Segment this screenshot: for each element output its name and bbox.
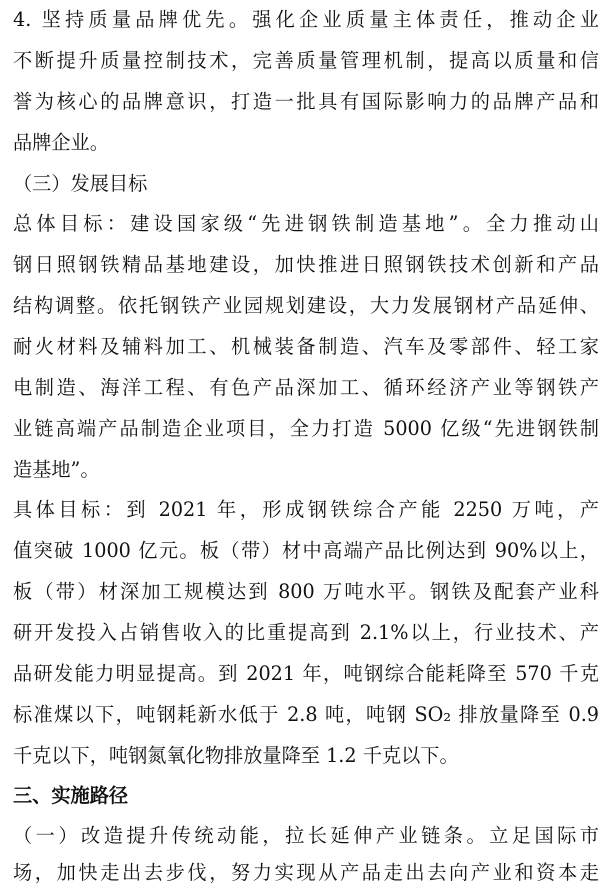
text-line: 4. 坚持质量品牌优先。强化企业质量主体责任，推动企业 xyxy=(13,8,599,31)
text-line: 研开发投入占销售收入的比重提高到 2.1%以上，行业技术、产 xyxy=(13,621,599,644)
section-heading: 三、实施路径 xyxy=(13,784,129,807)
text-line: 场，加快走出去步伐，努力实现从产品走出去向产业和资本走 xyxy=(13,861,599,884)
text-line: 具体目标：到 2021 年，形成钢铁综合产能 2250 万吨，产 xyxy=(13,498,599,521)
text-line: 电制造、海洋工程、有色产品深加工、循环经济产业等钢铁产 xyxy=(13,376,599,399)
text-line: 总体目标：建设国家级“先进钢铁制造基地”。全力推动山 xyxy=(13,212,599,235)
text-line: 耐火材料及辅料加工、机械装备制造、汽车及零部件、轻工家 xyxy=(13,335,599,358)
text-line: （一）改造提升传统动能，拉长延伸产业链条。立足国际市 xyxy=(13,824,599,847)
text-line: 板（带）材深加工规模达到 800 万吨水平。钢铁及配套产业科 xyxy=(13,580,599,603)
text-line: 结构调整。依托钢铁产业园规划建设，大力发展钢材产品延伸、 xyxy=(13,294,599,317)
text-line: 造基地”。 xyxy=(13,458,100,481)
text-line: 品牌企业。 xyxy=(13,131,109,154)
text-line: 业链高端产品制造企业项目，全力打造 5000 亿级“先进钢铁制 xyxy=(13,417,599,440)
text-line: 值突破 1000 亿元。板（带）材中高端产品比例达到 90%以上， xyxy=(13,539,599,562)
text-line: 标准煤以下，吨钢耗新水低于 2.8 吨，吨钢 SO₂ 排放量降至 0.9 xyxy=(13,703,599,726)
text-line: 不断提升质量控制技术，完善质量管理机制，提高以质量和信 xyxy=(13,49,599,72)
section-heading: （三）发展目标 xyxy=(13,172,148,195)
text-line: 千克以下，吨钢氮氧化物排放量降至 1.2 千克以下。 xyxy=(13,744,459,767)
text-line: 誉为核心的品牌意识，打造一批具有国际影响力的品牌产品和 xyxy=(13,90,599,113)
text-line: 品研发能力明显提高。到 2021 年，吨钢综合能耗降至 570 千克 xyxy=(13,662,599,685)
text-line: 钢日照钢铁精品基地建设，加快推进日照钢铁技术创新和产品 xyxy=(13,253,599,276)
